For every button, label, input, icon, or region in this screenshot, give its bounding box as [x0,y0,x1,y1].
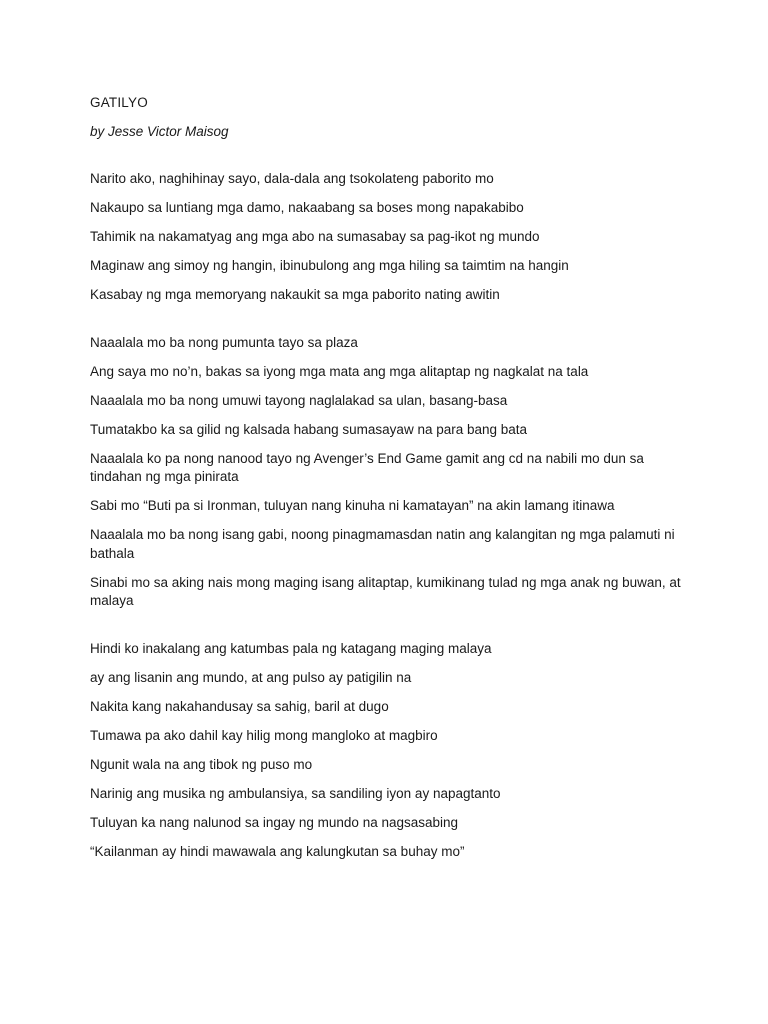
poem-line: Kasabay ng mga memoryang nakaukit sa mga paborito nating awitin [90,287,500,302]
poem-line: Naaalala mo ba nong pumunta tayo sa plaza [90,334,358,350]
poem-line: Ang saya mo no’n, bakas sa iyong mga mata ang mga alitaptap ng nagkalat na tala [90,363,589,379]
poem-line: Sinabi mo sa aking nais mong maging isang alitaptap, kumikinang tulad ng mga anak ng buwan, at malaya [90,574,681,608]
poem-line: Ngunit wala na ang tibok ng puso mo [90,756,313,772]
poem-line: Tumatakbo ka sa gilid ng kalsada habang sumasayaw na para bang bata [90,421,528,437]
poem-line: Tahimik na nakamatyag ang mga abo na sumasabay sa pag-ikot ng mundo [90,229,540,244]
poem-line: Naaalala mo ba nong isang gabi, noong pinagmamasdan natin ang kalangitan ng mga palamuti ni bathala [90,527,675,561]
poem-title: GATILYO [90,95,148,110]
poem-line: Hindi ko inakalang ang katumbas pala ng katagang maging malaya [90,640,492,656]
stanza-2 [90,334,690,611]
poem-line: Nakaupo sa luntiang mga damo, nakaabang sa boses mong napakabibo [90,200,524,215]
stanza-3 [90,640,690,862]
poem-line: Maginaw ang simoy ng hangin, ibinubulong ang mga hiling sa taimtim na hangin [90,258,569,273]
poem-line: Narito ako, naghihinay sayo, dala-dala ang tsokolateng paborito mo [90,171,494,186]
poem-line: Nakita kang nakahandusay sa sahig, baril at dugo [90,698,389,714]
poem-line: Naaalala ko pa nong nanood tayo ng Avenger’s End Game gamit ang cd na nabili mo dun sa tindahan ng mga pinirata [90,450,644,484]
poem-line: ay ang lisanin ang mundo, at ang pulso ay patigilin na [90,669,412,685]
poem-line: Tuluyan ka nang nalunod sa ingay ng mundo na nagsasabing [90,814,459,830]
poem-line: “Kailanman ay hindi mawawala ang kalungkutan sa buhay mo” [90,843,465,859]
poem-line: Naaalala mo ba nong umuwi tayong naglalakad sa ulan, basang-basa [90,392,508,408]
stanza-1 [90,170,690,305]
poem-author: by Jesse Victor Maisog [90,124,229,139]
poem-line: Narinig ang musika ng ambulansiya, sa sandiling iyon ay napagtanto [90,785,501,801]
poem-line: Tumawa pa ako dahil kay hilig mong mangloko at magbiro [90,727,438,743]
poem-line: Sabi mo “Buti pa si Ironman, tuluyan nang kinuha ni kamatayan” na akin lamang itinawa [90,498,615,513]
poem-body [90,94,690,890]
